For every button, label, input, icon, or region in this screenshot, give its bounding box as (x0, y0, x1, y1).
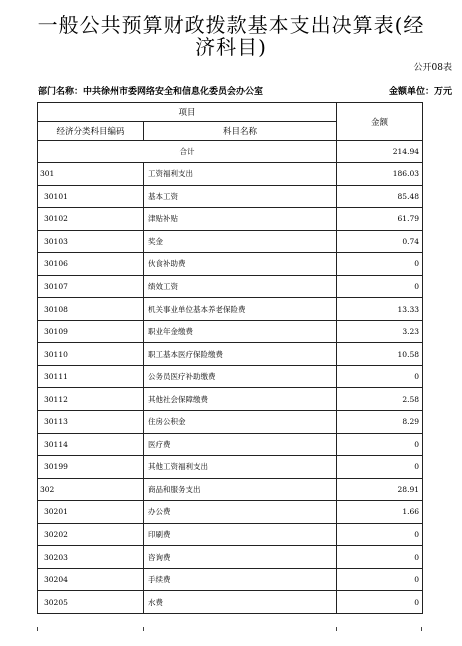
table-row (38, 163, 423, 186)
amount: 61.79 (337, 208, 423, 231)
economic-code: 30113 (38, 411, 144, 434)
subject-name: 商品和服务支出 (144, 478, 337, 501)
table-row (38, 411, 423, 434)
economic-code: 30101 (38, 185, 144, 208)
economic-code: 301 (38, 163, 144, 186)
subject-name: 伙食补助费 (144, 253, 337, 276)
title-line-2: 济科目) (195, 35, 267, 59)
subject-name: 手续费 (144, 568, 337, 591)
total-amount: 214.94 (337, 141, 423, 163)
economic-code: 30102 (38, 208, 144, 231)
table-row (38, 275, 423, 298)
economic-code: 30203 (38, 546, 144, 569)
table-continuation-marks (37, 627, 422, 631)
table-row (38, 568, 423, 591)
total-label: 合计 (38, 141, 337, 163)
economic-code: 30106 (38, 253, 144, 276)
economic-code: 30111 (38, 365, 144, 388)
table-row (38, 501, 423, 524)
economic-code: 30204 (38, 568, 144, 591)
economic-code: 30108 (38, 298, 144, 321)
department-name: 部门名称：中共徐州市委网络安全和信息化委员会办公室 (38, 87, 264, 97)
subject-name: 津贴补贴 (144, 208, 337, 231)
amount: 13.33 (337, 298, 423, 321)
subject-name: 职工基本医疗保险缴费 (144, 343, 337, 366)
report-title (0, 14, 462, 58)
amount: 0 (337, 546, 423, 569)
economic-code: 30109 (38, 320, 144, 343)
title-line-1: 一般公共预算财政拨款基本支出决算表(经 (37, 13, 425, 37)
subject-name: 机关事业单位基本养老保险费 (144, 298, 337, 321)
subject-name: 其他工资福利支出 (144, 456, 337, 479)
economic-code: 30110 (38, 343, 144, 366)
subject-name: 印刷费 (144, 523, 337, 546)
economic-code: 30199 (38, 456, 144, 479)
amount-unit: 金额单位：万元 (388, 87, 452, 97)
table-row (38, 546, 423, 569)
amount: 85.48 (337, 185, 423, 208)
table-row (38, 253, 423, 276)
table-row (38, 478, 423, 501)
subject-name: 奖金 (144, 230, 337, 253)
amount: 0 (337, 433, 423, 456)
table-row (38, 298, 423, 321)
form-code: 公开08表 (413, 63, 452, 73)
economic-code: 30107 (38, 275, 144, 298)
economic-code: 30205 (38, 591, 144, 614)
amount: 0.74 (337, 230, 423, 253)
table-row (38, 523, 423, 546)
table-row (38, 185, 423, 208)
table-row (38, 208, 423, 231)
table-row (38, 388, 423, 411)
amount: 10.58 (337, 343, 423, 366)
table-row (38, 456, 423, 479)
amount: 3.23 (337, 320, 423, 343)
subject-name: 水费 (144, 591, 337, 614)
subject-name: 基本工资 (144, 185, 337, 208)
amount: 186.03 (337, 163, 423, 186)
subject-name: 公务员医疗补助缴费 (144, 365, 337, 388)
header-project: 项目 (38, 103, 337, 122)
total-row (38, 141, 423, 163)
header-amount: 金额 (337, 103, 423, 141)
table-row (38, 343, 423, 366)
subject-name: 工资福利支出 (144, 163, 337, 186)
subject-name: 办公费 (144, 501, 337, 524)
amount: 0 (337, 275, 423, 298)
subject-name: 住房公积金 (144, 411, 337, 434)
economic-code: 30103 (38, 230, 144, 253)
table-row (38, 320, 423, 343)
header-code: 经济分类科目编码 (38, 122, 144, 141)
amount: 1.66 (337, 501, 423, 524)
amount: 0 (337, 591, 423, 614)
amount: 28.91 (337, 478, 423, 501)
economic-code: 30202 (38, 523, 144, 546)
table-row (38, 433, 423, 456)
subject-name: 职业年金缴费 (144, 320, 337, 343)
subject-name: 医疗费 (144, 433, 337, 456)
table-row (38, 591, 423, 614)
amount: 0 (337, 523, 423, 546)
economic-code: 302 (38, 478, 144, 501)
table-row (38, 365, 423, 388)
amount: 0 (337, 456, 423, 479)
subject-name: 咨询费 (144, 546, 337, 569)
economic-code: 30112 (38, 388, 144, 411)
expenditure-table (37, 102, 423, 614)
economic-code: 30114 (38, 433, 144, 456)
amount: 0 (337, 365, 423, 388)
amount: 2.58 (337, 388, 423, 411)
amount: 0 (337, 253, 423, 276)
subject-name: 绩效工资 (144, 275, 337, 298)
economic-code: 30201 (38, 501, 144, 524)
header-name: 科目名称 (144, 122, 337, 141)
subject-name: 其他社会保障缴费 (144, 388, 337, 411)
table-row (38, 230, 423, 253)
amount: 8.29 (337, 411, 423, 434)
amount: 0 (337, 568, 423, 591)
